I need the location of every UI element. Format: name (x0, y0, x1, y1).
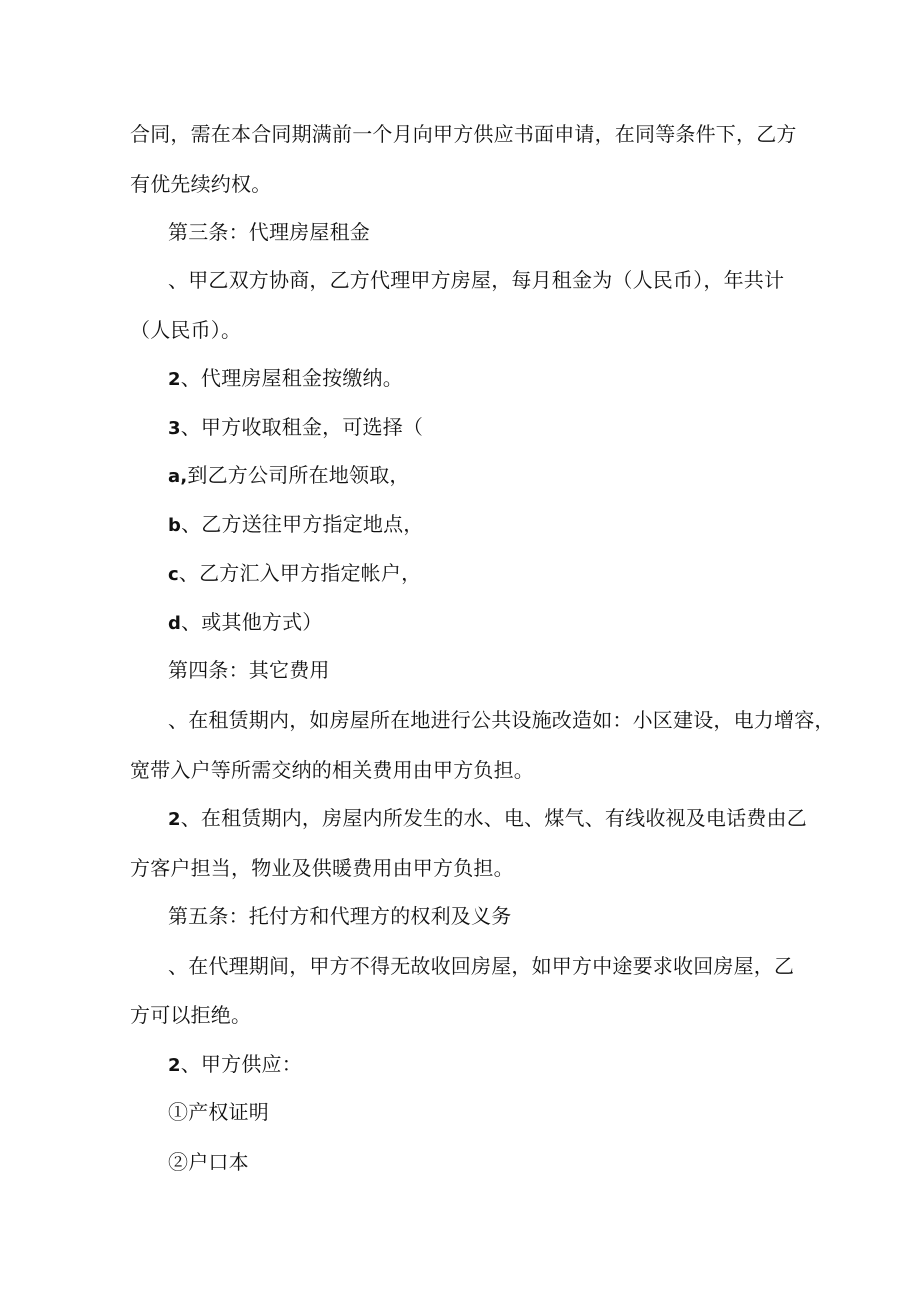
list-item: c、乙方汇入甲方指定帐户， (168, 561, 422, 585)
list-item: 2、代理房屋租金按缴纳。 (168, 366, 403, 390)
text-line: 有优先续约权。 (130, 172, 272, 196)
list-item: ①产权证明 (168, 1100, 269, 1124)
text-line: 、在租赁期内，如房屋所在地进行公共设施改造如：小区建设，电力增容， (168, 708, 835, 732)
section-heading: 第五条：托付方和代理方的权利及义务 (168, 904, 512, 928)
text-line: （人民币）。 (130, 318, 242, 342)
section-heading: 第四条：其它费用 (168, 658, 330, 682)
list-item: 2、甲方供应： (168, 1052, 302, 1076)
section-heading: 第三条：代理房屋租金 (168, 220, 370, 244)
text-line: 、在代理期间，甲方不得无故收回房屋，如甲方中途要求收回房屋，乙 (168, 954, 795, 978)
text-line: 宽带入户等所需交纳的相关费用由甲方负担。 (130, 758, 534, 782)
list-item: 2、在租赁期内，房屋内所发生的水、电、煤气、有线收视及电话费由乙 (168, 806, 807, 830)
text-line: 合同，需在本合同期满前一个月向甲方供应书面申请，在同等条件下，乙方 (130, 122, 797, 146)
list-item: ②户口本 (168, 1150, 249, 1174)
list-item: b、乙方送往甲方指定地点， (168, 512, 424, 536)
text-line: 、甲乙双方协商，乙方代理甲方房屋，每月租金为（人民币），年共计 (168, 268, 785, 292)
list-item: 3、甲方收取租金，可选择（ (168, 415, 424, 439)
text-line: 方可以拒绝。 (130, 1003, 252, 1027)
text-line: 方客户担当，物业及供暖费用由甲方负担。 (130, 856, 514, 880)
list-item: d、或其他方式） (168, 610, 323, 634)
list-item: a,到乙方公司所在地领取， (168, 463, 410, 487)
